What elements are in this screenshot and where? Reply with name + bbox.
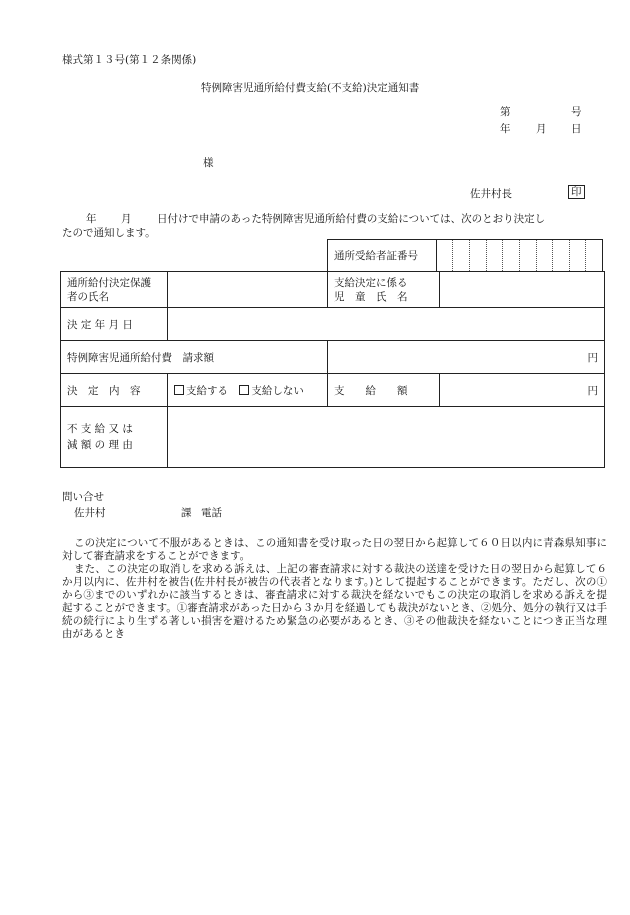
claim-row <box>61 341 605 374</box>
issuer-name: 佐井村長 <box>470 188 512 200</box>
reason-field[interactable] <box>168 407 605 468</box>
child-label <box>328 272 440 308</box>
digit-cell[interactable] <box>536 240 553 272</box>
digit-cell[interactable] <box>503 240 520 272</box>
digit-cell[interactable] <box>453 240 470 272</box>
guardian-row <box>61 272 605 308</box>
addressee-honorific: 様 <box>203 157 214 169</box>
guardian-label-line-2: 者の氏名 <box>67 290 109 303</box>
intro-month: 月 <box>121 213 132 225</box>
decision-date-label: 決 定 年 月 日 <box>61 308 168 341</box>
guardian-name-field[interactable] <box>168 272 328 308</box>
document-title: 特例障害児通所給付費支給(不支給)決定通知書 <box>201 82 420 94</box>
guardian-label <box>61 272 168 308</box>
intro-line-2: たので通知します。 <box>62 227 156 239</box>
form-number: 様式第１３号(第１２条関係) <box>62 54 197 66</box>
digit-cell[interactable] <box>586 240 603 272</box>
payment-unit: 円 <box>587 384 598 397</box>
option-nopay[interactable]: 支給しない <box>239 385 304 397</box>
contact-section: 課 <box>181 507 192 519</box>
decision-options <box>168 374 328 407</box>
decision-content-row <box>61 374 605 407</box>
child-label-line-1: 支給決定に係る <box>334 276 408 289</box>
reason-row <box>61 407 605 468</box>
intro-year: 年 <box>86 213 97 225</box>
certificate-number-label: 通所受給者証番号 <box>328 240 437 272</box>
option-pay[interactable]: 支給する <box>174 385 228 397</box>
date-month: 月 <box>536 123 547 135</box>
claim-label: 特例障害児通所給付費 請求額 <box>61 341 328 374</box>
contact-heading: 問い合せ <box>62 491 104 503</box>
claim-amount-field[interactable] <box>328 341 605 374</box>
decision-content-label: 決 定 内 容 <box>61 374 168 407</box>
guardian-label-line-1: 通所給付決定保護 <box>67 276 151 289</box>
doc-number-prefix: 第 <box>500 106 511 118</box>
child-name-field[interactable] <box>440 272 605 308</box>
decision-table <box>60 271 605 468</box>
digit-cell[interactable] <box>436 240 453 272</box>
contact-phone-label: 電話 <box>201 507 222 519</box>
payment-amount-label: 支 給 額 <box>328 374 440 407</box>
digit-cell[interactable] <box>486 240 503 272</box>
intro-line-1: 日付けで申請のあった特例障害児通所給付費の支給については、次のとおり決定し <box>157 213 546 225</box>
certificate-number-table <box>327 239 603 272</box>
date-day: 日 <box>571 123 582 135</box>
date-year: 年 <box>500 123 511 135</box>
decision-date-field[interactable] <box>168 308 605 341</box>
issuer-seal <box>566 185 585 199</box>
reason-label <box>61 407 168 468</box>
child-label-line-2: 児 童 氏 名 <box>334 290 408 303</box>
notice-paragraph-2: また、この決定の取消しを求める訴えは、上記の審査請求に対する裁決の送達を受けた日の翌日から起算して６か月以内に、佐井村を被告(佐井村長が被告の代表者となります。)として提起することができます。ただし、次の①から③までのいずれかに該当するときは、審査請求に対する裁決を経ないでもこの決定の取消しを求める訴えを提起することができます。①審査請求があった日から３か月を経過しても裁決がないとき、②処分、処分の執行又は手続の続行により生ずる著しい損害を避けるため緊急の必要があるとき、③その他裁決を経ないことにつき正当な理由があるとき <box>62 563 607 640</box>
claim-unit: 円 <box>587 351 598 364</box>
seal-mark: 印 <box>568 185 585 199</box>
payment-amount-field[interactable] <box>440 374 605 407</box>
digit-cell[interactable] <box>470 240 487 272</box>
digit-cell[interactable] <box>553 240 570 272</box>
notice-paragraph-1: この決定について不服があるときは、この通知書を受け取った日の翌日から起算して６０日以内に青森県知事に対して審査請求をすることができます。 <box>62 537 607 562</box>
reason-label-line-1: 不 支 給 又 は <box>67 423 133 435</box>
digit-cell[interactable] <box>519 240 536 272</box>
digit-cell[interactable] <box>569 240 586 272</box>
checkbox-icon[interactable] <box>239 385 249 395</box>
doc-number-suffix: 号 <box>571 106 582 118</box>
reason-label-line-2: 減 額 の 理 由 <box>67 439 133 451</box>
decision-date-row <box>61 308 605 341</box>
contact-village: 佐井村 <box>74 507 106 519</box>
checkbox-icon[interactable] <box>174 385 184 395</box>
